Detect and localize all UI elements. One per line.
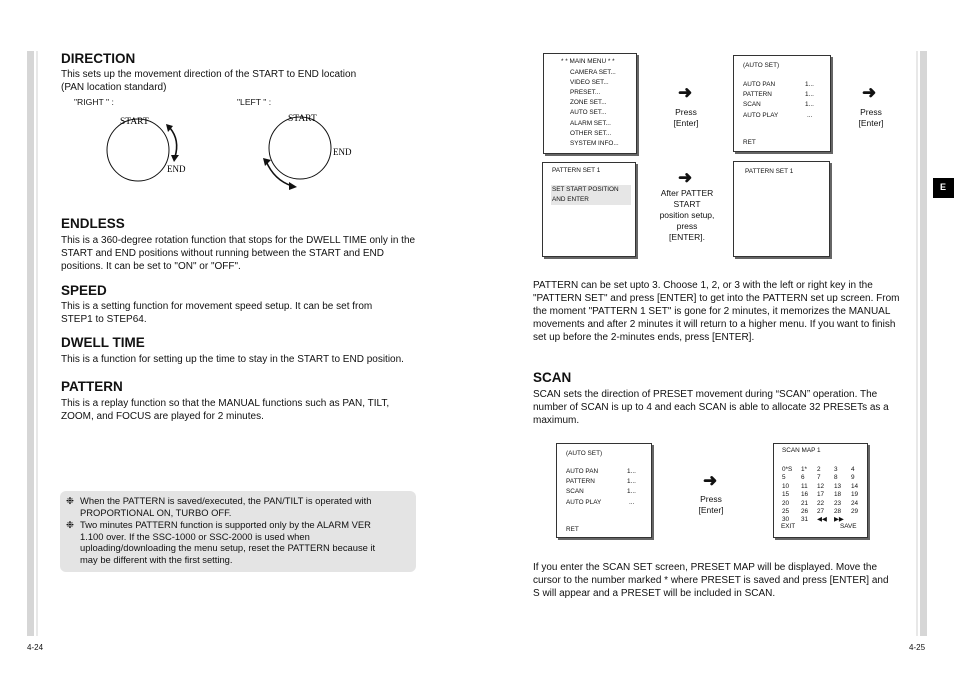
scan-map-cell: 28 (834, 508, 842, 515)
left-rotation-circle (269, 117, 331, 179)
scan-map-cell: 3 (834, 466, 838, 473)
scan-map-cell: 21 (801, 499, 809, 507)
scan-map-cell: 6 (801, 474, 805, 482)
endless-body-3: positions. It can be set to "ON" or "OFF". (61, 261, 241, 272)
auto-set-screen-2 (556, 443, 652, 538)
main-menu-screen (543, 53, 637, 154)
scan-map-cell: 5 (782, 474, 786, 482)
pattern-desc-1: PATTERN can be set upto 3. Choose 1, 2, or 3 with the left or right key in the (533, 280, 873, 291)
page-number-left: 4-24 (27, 643, 44, 652)
scan-map-title: SCAN MAP 1 (782, 447, 821, 454)
auto-set-ret: RET (743, 139, 756, 146)
pattern-desc-3: the moment "PATTERN 1 SET" is gone for 2 minutes, it memorizes the MANUAL (533, 306, 891, 317)
chapter-tab-label: E (940, 182, 947, 192)
auto-set-row-label: AUTO PAN (566, 468, 599, 475)
auto-set-row-label: AUTO PLAY (743, 111, 779, 119)
scan-map-cell: 31 (801, 516, 809, 524)
scan-heading: SCAN (533, 370, 572, 385)
note-1-line-1: When the PATTERN is saved/executed, the PAN/TILT is operated with (80, 495, 372, 506)
main-menu-item: VIDEO SET... (570, 78, 609, 86)
right-margin-bar (920, 51, 927, 636)
left-margin-bar (27, 51, 34, 636)
scan-map-cell: 17 (817, 491, 825, 499)
scan-map-cell: 4 (851, 466, 855, 473)
main-menu-item: OTHER SET... (570, 129, 612, 137)
scan-map-cell: 20 (782, 499, 790, 507)
auto-set-screen-1 (733, 55, 831, 152)
right-arrowhead-bottom (171, 155, 179, 162)
note-2-line-3: uploading/downloading the menu setup, reset the PATTERN because it (80, 542, 376, 553)
left-start-label: START (288, 114, 317, 124)
main-menu-item: SYSTEM INFO... (570, 139, 619, 147)
auto-set-row-label: PATTERN (566, 478, 595, 486)
scan-map-cell: 0*S (782, 466, 793, 473)
pattern-set-highlight-line-2: AND ENTER (552, 196, 589, 204)
scan-map-cell: 14 (851, 482, 859, 490)
arrow-right-icon: ➜ (678, 168, 693, 187)
scan-map-cell: 27 (817, 508, 825, 515)
pattern-desc-4: movements and after 2 minutes it will return to a higher menu. If you want to finish (533, 319, 896, 330)
direction-diagrams (100, 110, 370, 194)
page-number-right: 4-25 (909, 643, 926, 652)
main-menu-item: CAMERA SET... (570, 68, 616, 76)
scan-map-screen (773, 443, 868, 538)
auto-set-row-value: ... (629, 498, 635, 506)
auto-set-row-value: 1... (627, 478, 636, 486)
scan-map-cell: 8 (834, 474, 838, 482)
main-menu-item: ALARM SET... (570, 119, 611, 127)
arrow-right-icon: ➜ (862, 83, 877, 102)
pattern-set-screen-1 (542, 162, 636, 257)
main-menu-item: PRESET... (570, 88, 601, 96)
scan-map-cell: 13 (834, 482, 842, 490)
right-margin-bar-inner (916, 51, 918, 636)
scan-map-cell: 26 (801, 508, 809, 515)
notes-box (60, 491, 416, 572)
direction-body-2: (PAN location standard) (61, 82, 167, 93)
pattern-set-title: PATTERN SET 1 (552, 167, 601, 174)
scan-map-cell: 15 (782, 491, 790, 499)
scan-map-cell: 9 (851, 474, 855, 482)
scan-map-cell: ◀◀ (817, 516, 827, 524)
pattern-desc-5: set up before the 2-minutes ends, press [ENTER]. (533, 332, 755, 343)
scan-map-cell: 19 (851, 491, 859, 499)
right-rotation-circle (107, 119, 169, 181)
scan-map-cell: 7 (817, 474, 821, 482)
dwell-heading: DWELL TIME (61, 335, 145, 350)
auto-set-row-value: 1... (805, 81, 814, 88)
scan-map-exit: EXIT (781, 523, 796, 530)
endless-body-1: This is a 360-degree rotation function that stops for the DWELL TIME only in the (61, 235, 416, 246)
note-2-line-1: Two minutes PATTERN function is supported only by the ALARM VER (80, 519, 371, 530)
press-enter-3: Press [Enter] (698, 494, 724, 515)
pattern-set-title: PATTERN SET 1 (745, 168, 794, 175)
auto-set-row-label: AUTO PAN (743, 81, 776, 88)
auto-set-title: (AUTO SET) (743, 62, 780, 69)
main-menu-item: AUTO SET... (570, 109, 607, 117)
auto-set-ret: RET (566, 526, 579, 533)
scan-body-3: maximum. (533, 415, 580, 426)
scan-map-cell: 16 (801, 491, 809, 499)
scan-map-cell: 23 (834, 499, 842, 507)
left-rotation-arrow (266, 161, 292, 186)
scan-map-cell: 1* (801, 466, 808, 473)
press-enter-1: Press [Enter] (673, 107, 699, 128)
right-start-label: START (120, 117, 149, 127)
scan-map-cell: 22 (817, 499, 825, 507)
auto-set-row-value: 1... (627, 468, 636, 475)
scan-map-cell: 29 (851, 508, 859, 515)
note-2-line-2: 1.100 over. If the SSC-1000 or SSC-2000 is used when (80, 530, 310, 542)
pattern-desc-2: "PATTERN SET" and press [ENTER] to get into the PATTERN set up screen. From (533, 293, 900, 304)
scan-map-cell: 11 (801, 482, 808, 490)
endless-body-2: START and END positions without running between the START and END (61, 248, 384, 259)
left-arrowhead-bottom (289, 182, 297, 190)
arrow-right-icon: ➜ (703, 471, 718, 490)
left-margin-bar-inner (36, 51, 38, 636)
scan-map-cell: 30 (782, 516, 790, 524)
right-label: "RIGHT " : (74, 97, 114, 107)
scan-map-cell: 24 (851, 499, 859, 507)
scan-map-cell: ▶▶ (834, 516, 844, 524)
scan-map-cell: 2 (817, 466, 821, 473)
scan-map-save: SAVE (840, 523, 857, 530)
auto-set-row-value: 1... (627, 488, 636, 496)
auto-set-title: (AUTO SET) (566, 450, 603, 457)
auto-set-row-label: AUTO PLAY (566, 498, 602, 506)
scan-map-cell: 25 (782, 508, 790, 515)
auto-set-row-label: SCAN (743, 101, 761, 109)
left-label: "LEFT " : (237, 97, 272, 107)
direction-body-1: This sets up the movement direction of the START to END location (61, 69, 357, 80)
scan-desc-3: S will appear and a PRESET will be included in SCAN. (533, 588, 776, 599)
scan-desc-1: If you enter the SCAN SET screen, PRESET MAP will be displayed. Move the (533, 562, 878, 573)
right-rotation-arrow (170, 128, 177, 157)
pattern-body-2: ZOOM, and FOCUS are played for 2 minutes. (61, 411, 264, 422)
auto-set-row-label: SCAN (566, 488, 584, 496)
left-end-label: END (333, 147, 352, 157)
scan-map-cell: 10 (782, 482, 790, 490)
scan-body-2: number of SCAN is up to 4 and each SCAN is able to allocate 32 PRESETs as a (533, 402, 889, 413)
speed-body-1: This is a setting function for movement speed setup. It can be set from (61, 301, 373, 312)
auto-set-row-value: 1... (805, 101, 814, 109)
press-enter-2: Press [Enter] (858, 107, 884, 128)
note-mark-1: ❉ (66, 495, 74, 506)
scan-map-cell: 12 (817, 482, 825, 490)
pattern-body-1: This is a replay function so that the MANUAL functions such as PAN, TILT, (61, 398, 390, 409)
endless-heading: ENDLESS (61, 216, 125, 231)
arrow-right-icon: ➜ (678, 83, 693, 102)
direction-heading: DIRECTION (61, 51, 136, 66)
main-menu-title: * * MAIN MENU * * (561, 58, 615, 65)
note-mark-2: ❉ (66, 519, 74, 530)
after-pattern-start-text: After PATTER START position setup, press [ENTER]. (659, 188, 715, 242)
note-1-line-2: PROPORTIONAL ON, TURBO OFF. (80, 506, 232, 518)
speed-body-2: STEP1 to STEP64. (61, 314, 147, 325)
auto-set-row-label: PATTERN (743, 91, 772, 99)
scan-desc-2: cursor to the number marked * where PRESET is saved and press [ENTER] and (533, 575, 889, 586)
auto-set-row-value: ... (807, 111, 813, 119)
right-end-label: END (167, 164, 186, 174)
main-menu-item: ZONE SET... (570, 99, 607, 107)
pattern-set-highlight-line-1: SET START POSITION (552, 186, 619, 193)
scan-map-cell: 18 (834, 491, 842, 499)
pattern-heading: PATTERN (61, 379, 123, 394)
scan-body-1: SCAN sets the direction of PRESET movement during “SCAN” operation. The (533, 389, 878, 400)
pattern-set-screen-2 (733, 161, 830, 257)
speed-heading: SPEED (61, 283, 107, 298)
auto-set-row-value: 1... (805, 91, 814, 99)
note-2-line-4: may be different with the first setting. (80, 553, 233, 565)
dwell-body-1: This is a function for setting up the time to stay in the START to END position. (61, 354, 404, 365)
